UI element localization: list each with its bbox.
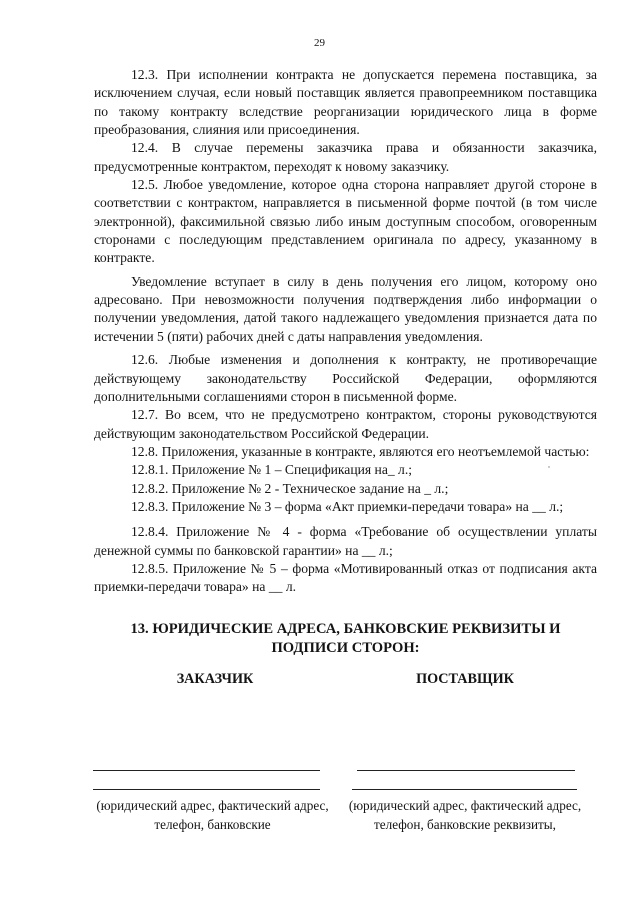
- clause-notice-effect: Уведомление вступает в силу в день получения его лицом, которому оно адресовано. При невозможности получения подтверждения либо информации о получении уведомления, датой такого надлежащего уведомления признается дата по истечении 5 (пяти) рабочих дней с даты направления уведомления.: [94, 273, 597, 344]
- supplier-signature-line: [357, 770, 575, 771]
- contract-body: [94, 66, 597, 597]
- supplier-title: ПОСТАВЩИК: [416, 671, 514, 687]
- clause-12-8-1: 12.8.1. Приложение № 1 – Спецификация на_ л.;: [131, 462, 413, 478]
- scan-speck: [548, 466, 550, 468]
- customer-signature-line: [93, 770, 320, 771]
- customer-address-line: [93, 789, 320, 790]
- page-number: 29: [314, 37, 325, 49]
- clause-12-4: 12.4. В случае перемены заказчика права и обязанности заказчика, предусмотренные контрактом, переходят к новому заказчику.: [94, 140, 597, 174]
- clause-12-8-3: 12.8.3. Приложение № 3 – форма «Акт приемки-передачи товара» на __ л.;: [131, 498, 564, 514]
- clause-12-6: 12.6. Любые изменения и дополнения к контракту, не противоречащие действующему законодательству Российской Федерации, оформляются дополнительными соглашениями сторон в письменной форме.: [94, 352, 597, 404]
- supplier-requisites-caption: (юридический адрес, фактический адрес, телефон, банковские реквизиты,: [348, 798, 582, 832]
- customer-requisites-caption: (юридический адрес, фактический адрес, телефон, банковские: [96, 798, 329, 832]
- clause-12-7: 12.7. Во всем, что не предусмотрено контрактом, стороны руководствуются действующим законодательством Российской Федерации.: [94, 407, 597, 441]
- clause-12-3: 12.3. При исполнении контракта не допускается перемена поставщика, за исключением случая, если новый поставщик является правопреемником поставщика по такому контракту вследствие реорганизации юридического лица в форме преобразования, слияния или присоединения.: [94, 67, 597, 138]
- customer-title: ЗАКАЗЧИК: [176, 671, 254, 687]
- clause-12-8-4: 12.8.4. Приложение № 4 - форма «Требование об осуществлении уплаты денежной суммы по банковской гарантии» на __ л.;: [94, 524, 597, 558]
- clause-12-8-5: 12.8.5. Приложение № 5 – форма «Мотивированный отказ от подписания акта приемки-передачи товара» на __ л.: [94, 560, 597, 595]
- clause-12-8-2: 12.8.2. Приложение № 2 - Техническое задание на _ л.;: [131, 480, 449, 496]
- supplier-address-line: [352, 789, 577, 790]
- section-heading: 13. ЮРИДИЧЕСКИЕ АДРЕСА, БАНКОВСКИЕ РЕКВИЗИТЫ И ПОДПИСИ СТОРОН:: [130, 621, 561, 656]
- clause-12-5: 12.5. Любое уведомление, которое одна сторона направляет другой стороне в соответствии с контрактом, направляется в письменной форме почтой (в том числе электронной), факсимильной связью либо иным доступным способом, оговоренным сторонами с последующим представлением оригинала по адресу, указанному в контракте.: [94, 177, 597, 266]
- clause-12-8: 12.8. Приложения, указанные в контракте, являются его неотъемлемой частью:: [131, 443, 590, 459]
